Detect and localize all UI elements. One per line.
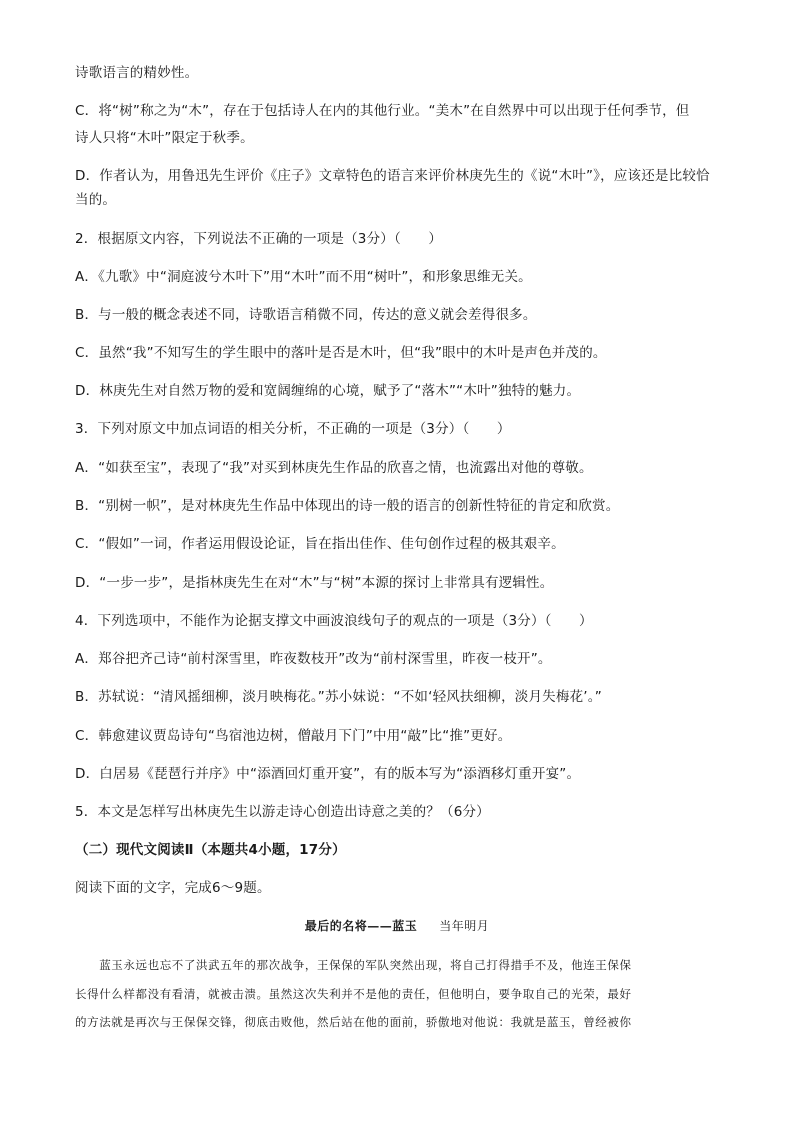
q4-option-a: A．郑谷把齐己诗“前村深雪里，昨夜数枝开”改为“前村深雪里，昨夜一枝开”。 [75,651,552,667]
section-heading: （二）现代文阅读Ⅱ（本题共4小题，17分） [75,842,346,858]
question-3: 3．下列对原文中加点词语的相关分析，不正确的一项是（3分）（ ） [75,421,511,437]
option-c-line: C．将“树”称之为“木”，存在于包括诗人在内的其他行业。“美木”在自然界中可以出现于任何季节，但 [75,103,690,119]
text-line: 当的。 [75,192,117,208]
story-paragraph-line: 长得什么样都没有看清，就被击溃。虽然这次失利并不是他的责任，但他明白，要争取自己的光荣，最好 [75,987,632,1001]
text-line: 诗歌语言的精妙性。 [75,65,199,81]
q3-option-b: B．“别树一帜”，是对林庚先生作品中体现出的诗一般的语言的创新性特征的肯定和欣赏。 [75,498,620,514]
q4-option-c: C．韩愈建议贾岛诗句“鸟宿池边树，僧敲月下门”中用“敲”比“推”更好。 [75,728,512,744]
q3-option-d: D．“一步一步”，是指林庚先生在对“木”与“树”本源的探讨上非常具有逻辑性。 [75,575,554,591]
q3-option-a: A．“如获至宝”，表现了“我”对买到林庚先生作品的欣喜之情，也流露出对他的尊敬。 [75,460,593,476]
q3-option-c: C．“假如”一词，作者运用假设论证，旨在指出佳作、佳句创作过程的极其艰辛。 [75,536,565,552]
story-paragraph-line: 蓝玉永远也忘不了洪武五年的那次战争，王保保的军队突然出现，将自己打得措手不及，他连王保保 [75,958,632,972]
q2-option-c: C．虽然“我”不知写生的学生眼中的落叶是否是木叶，但“我”眼中的木叶是声色并茂的。 [75,345,607,361]
question-4: 4．下列选项中，不能作为论据支撑文中画波浪线句子的观点的一项是（3分）（ ） [75,613,593,629]
story-title-text: 最后的名将——蓝玉 [304,919,418,933]
q2-option-b: B．与一般的概念表述不同，诗歌语言稍微不同，传达的意义就会差得很多。 [75,307,537,323]
q2-option-a: A．《九歌》中“洞庭波兮木叶下”用“木叶”而不用“树叶”，和形象思维无关。 [75,269,532,285]
q4-option-d: D．白居易《琵琶行并序》中“添酒回灯重开宴”，有的版本写为“添酒移灯重开宴”。 [75,766,581,782]
story-title [0,917,794,935]
question-5: 5．本文是怎样写出林庚先生以游走诗心创造出诗意之美的？（6分） [75,804,490,820]
reading-instruction: 阅读下面的文字，完成6～9题。 [75,880,271,896]
text-line: 诗人只将“木叶”限定于秋季。 [75,130,254,146]
story-author: 当年明月 [439,919,490,933]
q2-option-d: D．林庚先生对自然万物的爱和宽阔缠绵的心境，赋予了“落木”“木叶”独特的魅力。 [75,383,581,399]
question-2: 2．根据原文内容，下列说法不正确的一项是（3分）（ ） [75,231,443,247]
story-paragraph-line: 的方法就是再次与王保保交锋，彻底击败他，然后站在他的面前，骄傲地对他说：我就是蓝玉，曾经被你 [75,1015,632,1029]
q4-option-b: B．苏轼说：“清风摇细柳，淡月映梅花。”苏小妹说：“不如‘轻风扶细柳，淡月失梅花’。” [75,689,602,705]
option-d-line: D．作者认为，用鲁迅先生评价《庄子》文章特色的语言来评价林庚先生的《说“木叶”》，应该还是比较恰 [75,168,710,184]
